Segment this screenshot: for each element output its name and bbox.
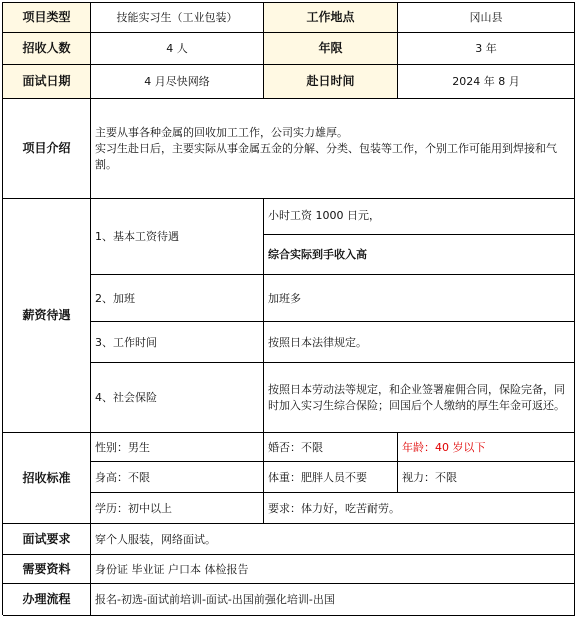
salary-label: 薪资待遇	[3, 199, 91, 433]
salary-item-1-name: 1、基本工资待遇	[91, 199, 264, 275]
interview-date-value: 4 月尽快网络	[91, 65, 264, 99]
criteria-education: 学历：初中以上	[91, 493, 264, 524]
project-type-value: 技能实习生（工业包装）	[91, 3, 264, 33]
interview-date-label: 面试日期	[3, 65, 91, 99]
criteria-label: 招收标准	[3, 433, 91, 524]
project-intro-text	[91, 99, 575, 199]
project-intro-line1: 主要从事各种金属的回收加工工作，公司实力雄厚。	[95, 126, 348, 139]
salary-item-3-name: 3、工作时间	[91, 322, 264, 363]
departure-time-value: 2024 年 8 月	[398, 65, 575, 99]
interview-req-value: 穿个人服装，网络面试。	[91, 524, 575, 555]
job-info-table	[2, 2, 575, 615]
documents-value: 身份证 毕业证 户口本 体检报告	[91, 555, 575, 584]
project-intro-label: 项目介绍	[3, 99, 91, 199]
term-value: 3 年	[398, 33, 575, 65]
documents-label: 需要资料	[3, 555, 91, 584]
headcount-value: 4 人	[91, 33, 264, 65]
departure-time-label: 赴日时间	[264, 65, 398, 99]
project-intro-line2: 实习生赴日后，主要实际从事金属五金的分解、分类、包装等工作，个别工作可能用到焊接和气割。	[95, 142, 557, 171]
criteria-weight: 体重：肥胖人员不要	[264, 462, 398, 493]
process-value: 报名-初选-面试前培训-面试-出国前强化培训-出国	[91, 584, 575, 616]
interview-req-label: 面试要求	[3, 524, 91, 555]
headcount-label: 招收人数	[3, 33, 91, 65]
salary-item-1-detail1: 小时工资 1000 日元，	[264, 199, 575, 235]
criteria-height: 身高：不限	[91, 462, 264, 493]
criteria-requirement: 要求：体力好，吃苦耐劳。	[264, 493, 575, 524]
salary-item-2-detail: 加班多	[264, 275, 575, 322]
salary-item-1-detail2: 综合实际到手收入高	[264, 235, 575, 275]
criteria-age: 年龄：40 岁以下	[398, 433, 575, 462]
work-location-value: 冈山县	[398, 3, 575, 33]
process-label: 办理流程	[3, 584, 91, 616]
salary-item-3-detail: 按照日本法律规定。	[264, 322, 575, 363]
term-label: 年限	[264, 33, 398, 65]
project-type-label: 项目类型	[3, 3, 91, 33]
work-location-label: 工作地点	[264, 3, 398, 33]
criteria-gender: 性别：男生	[91, 433, 264, 462]
salary-item-2-name: 2、加班	[91, 275, 264, 322]
criteria-vision: 视力：不限	[398, 462, 575, 493]
salary-item-4-name: 4、社会保险	[91, 363, 264, 433]
salary-item-4-detail: 按照日本劳动法等规定，和企业签署雇佣合同，保险完备，同时加入实习生综合保险；回国后个人缴纳的厚生年金可返还。	[264, 363, 575, 433]
criteria-marital: 婚否：不限	[264, 433, 398, 462]
